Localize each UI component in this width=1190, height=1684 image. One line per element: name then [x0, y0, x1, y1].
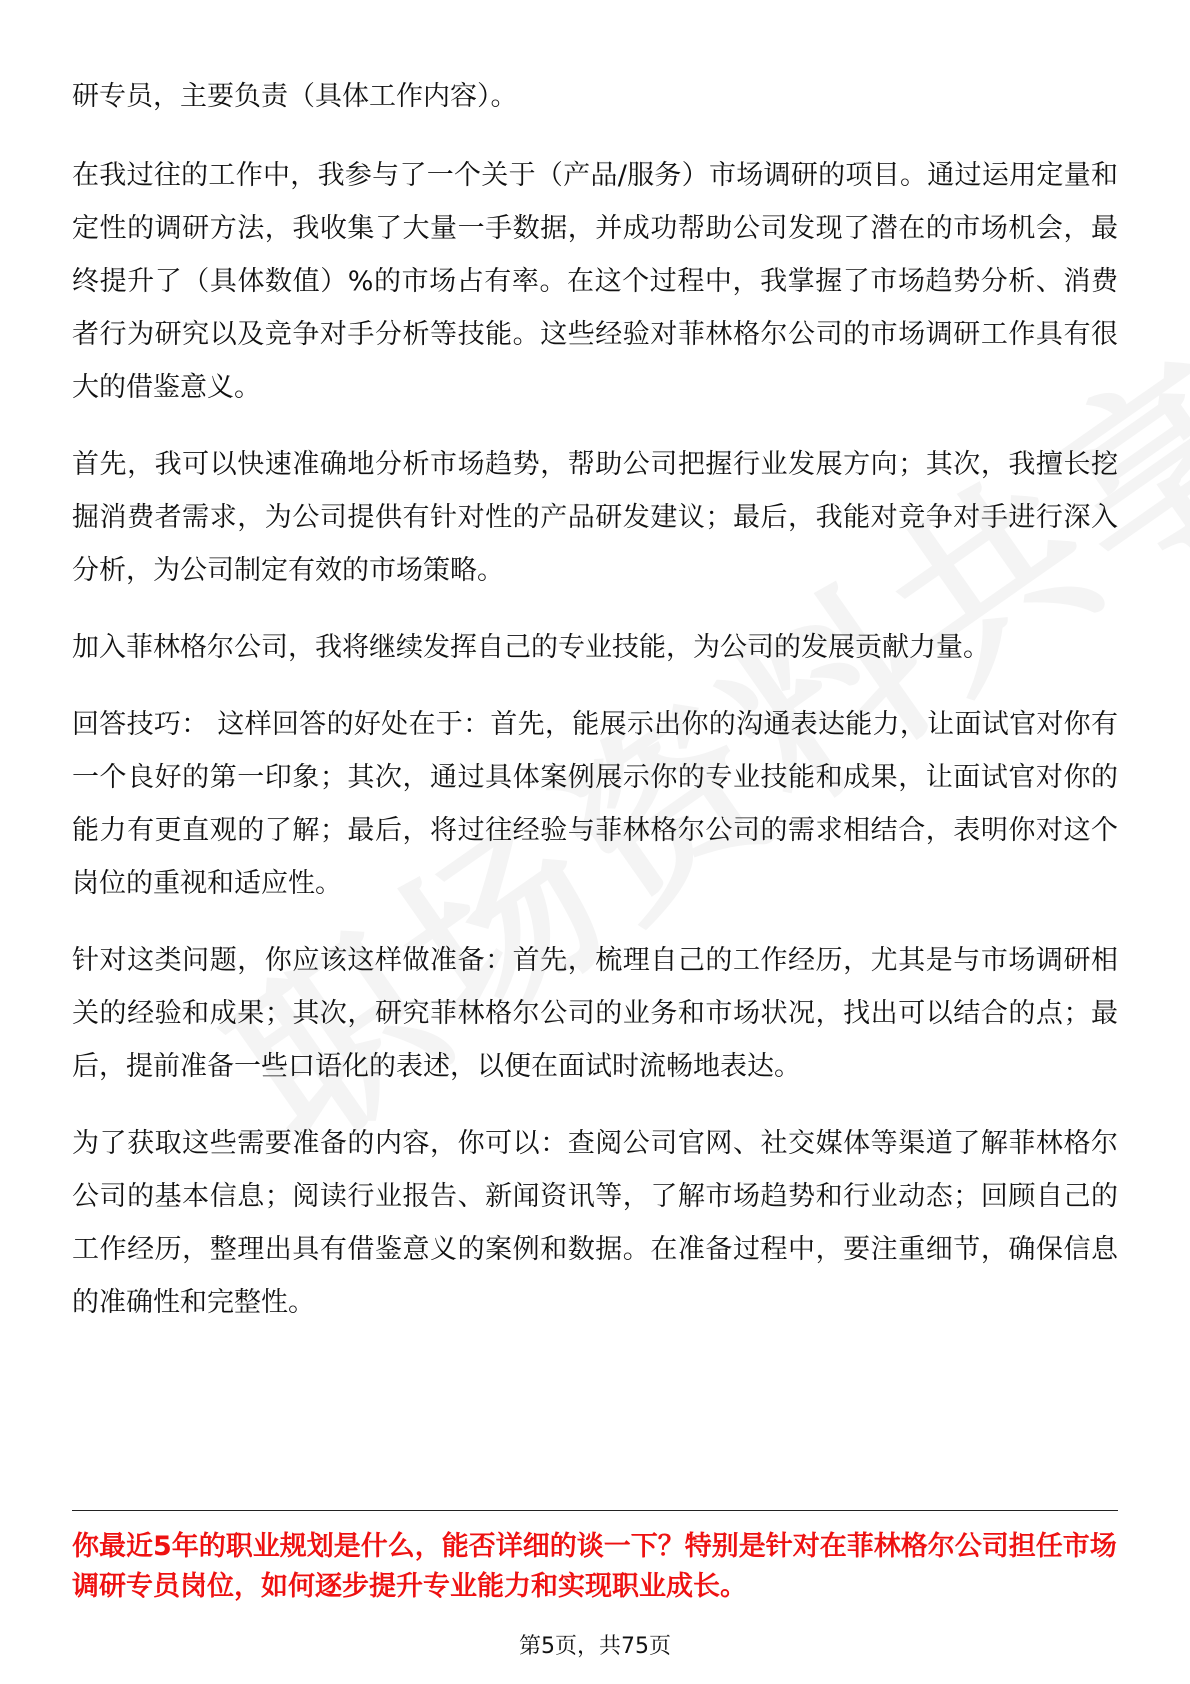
paragraph-research-sources: 为了获取这些需要准备的内容，你可以：查阅公司官网、社交媒体等渠道了解菲林格尔公司的基本信息；阅读行业报告、新闻资讯等，了解市场趋势和行业动态；回顾自己的工作经历，整理出具有借鉴意义的案例和数据。在准备过程中，要注重细节，确保信息的准确性和完整性。 — [72, 1128, 1118, 1318]
page-number: 第5页，共75页 — [519, 1634, 671, 1659]
paragraph-answer-tips: 回答技巧： 这样回答的好处在于：首先，能展示出你的沟通表达能力，让面试官对你有一个良好的第一印象；其次，通过具体案例展示你的专业技能和成果，让面试官对你的能力有更直观的了解；最后，将过往经验与菲林格尔公司的需求相结合，表明你对这个岗位的重视和适应性。 — [72, 709, 1118, 899]
paragraph-strengths: 首先，我可以快速准确地分析市场趋势，帮助公司把握行业发展方向；其次，我擅长挖掘消费者需求，为公司提供有针对性的产品研发建议；最后，我能对竞争对手进行深入分析，为公司制定有效的市场策略。 — [72, 449, 1118, 586]
paragraph-joining: 加入菲林格尔公司，我将继续发挥自己的专业技能，为公司的发展贡献力量。 — [72, 632, 990, 663]
body-content — [72, 70, 1118, 1353]
paragraph-preparation: 针对这类问题，你应该这样做准备：首先，梳理自己的工作经历，尤其是与市场调研相关的经验和成果；其次，研究菲林格尔公司的业务和市场状况，找出可以结合的点；最后，提前准备一些口语化的表述，以便在面试时流畅地表达。 — [72, 945, 1118, 1082]
paragraph-experience: 在我过往的工作中，我参与了一个关于（产品/服务）市场调研的项目。通过运用定量和定性的调研方法，我收集了大量一手数据，并成功帮助公司发现了潜在的市场机会，最终提升了（具体数值）%的市场占有率。在这个过程中，我掌握了市场趋势分析、消费者行为研究以及竞争对手分析等技能。这些经验对菲林格尔公司的市场调研工作具有很大的借鉴意义。 — [72, 160, 1118, 403]
section-divider — [72, 1510, 1118, 1511]
paragraph-continuation: 研专员，主要负责（具体工作内容）。 — [72, 81, 518, 112]
next-question-heading: 你最近5年的职业规划是什么，能否详细的谈一下？特别是针对在菲林格尔公司担任市场调研专员岗位，如何逐步提升专业能力和实现职业成长。 — [72, 1531, 1117, 1602]
